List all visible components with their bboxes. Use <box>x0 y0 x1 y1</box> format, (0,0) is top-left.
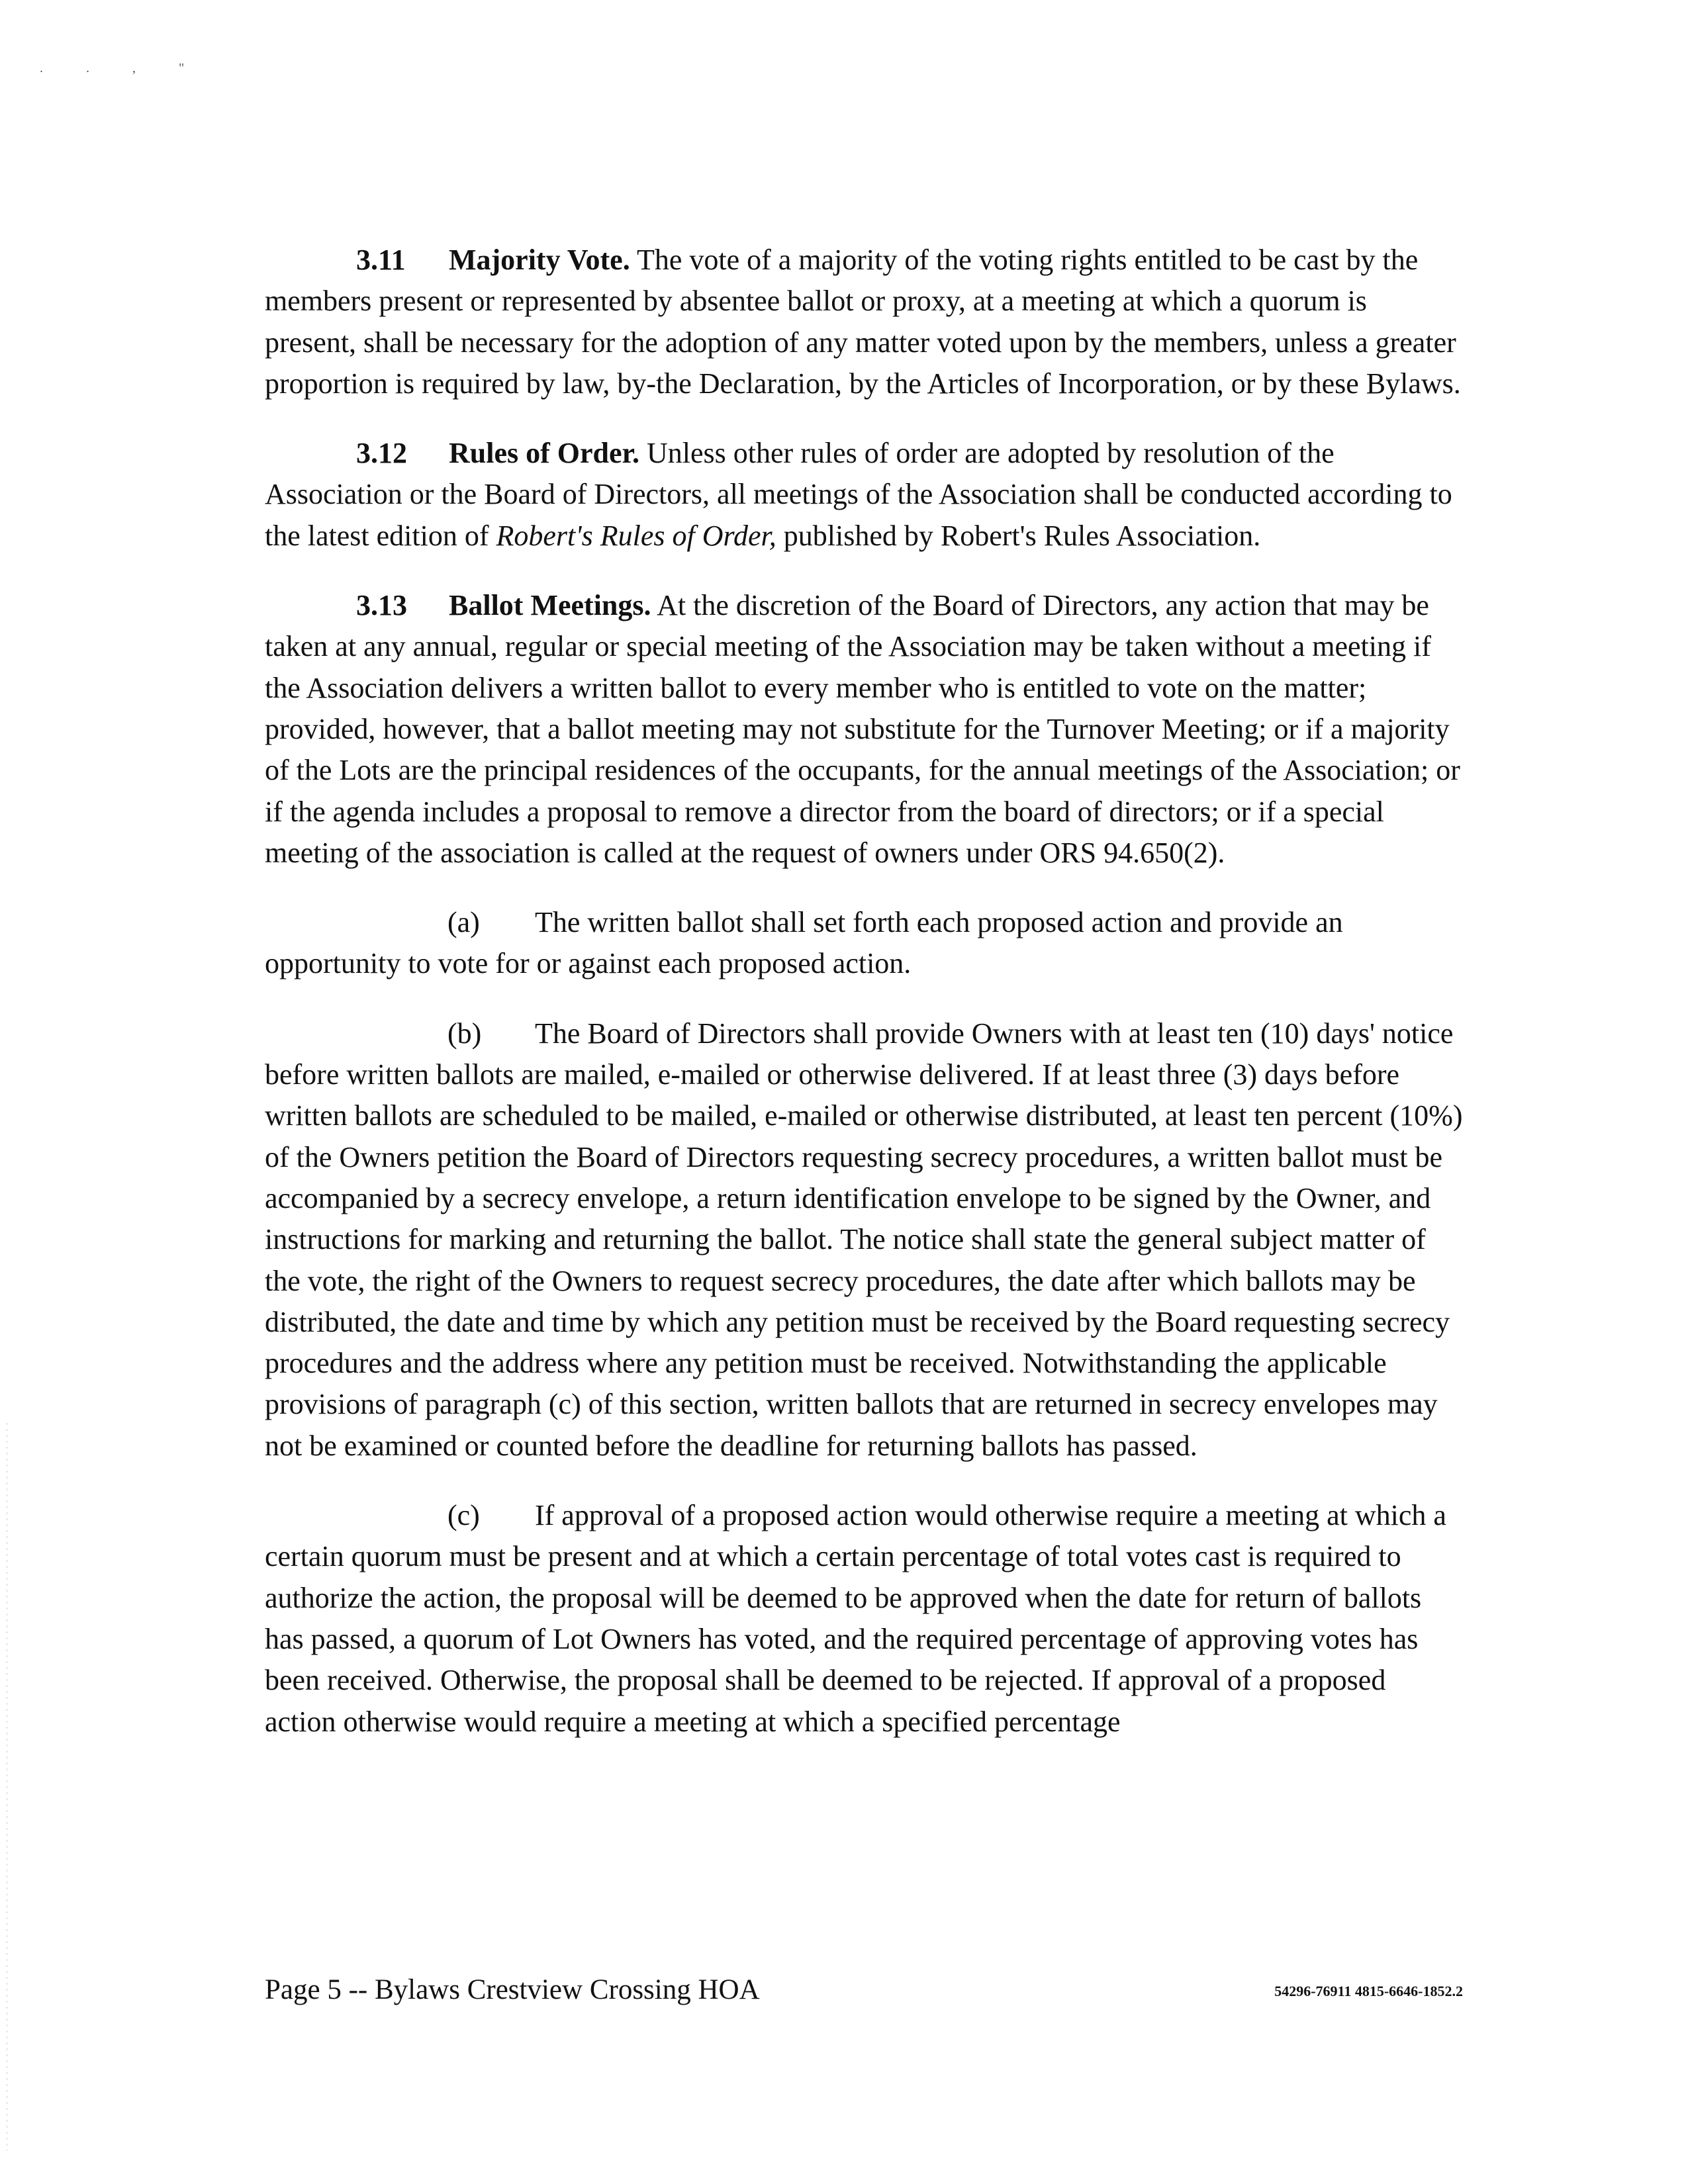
section-text: At the discretion of the Board of Directors, any action that may be taken at any annual, regular or special meeting of the Association may be taken without a meeting if the Association delivers a written ballot to every member who is entitled to vote on the matter; provided, however, that a ballot meeting may not substitute for the Turnover Meeting; or if a majority of the Lots are the principal residences of the occupants, for the annual meetings of the Association; or if the agenda includes a proposal to remove a director from the board of directors; or if a special meeting of the association is called at the request of owners under ORS 94.650(2). <box>265 589 1460 869</box>
section-number: 3.13 <box>356 589 407 622</box>
subsection-a <box>265 902 1463 985</box>
scan-specks: . . , " <box>40 61 205 75</box>
subsection-text: If approval of a proposed action would otherwise require a meeting at which a certain quorum must be present and at which a certain percentage of total votes cast is required to authorize the action, the proposal will be deemed to be approved when the date for return of ballots has passed, a quorum of Lot Owners has voted, and the required percentage of approving votes has been received. Otherwise, the proposal shall be deemed to be rejected. If approval of a proposed action otherwise would require a meeting at which a specified percentage <box>265 1499 1446 1738</box>
subsection-label: (b) <box>447 1017 482 1050</box>
section-heading: Majority Vote. <box>449 244 630 276</box>
footer-page-label: Page 5 -- Bylaws Crestview Crossing HOA <box>265 1974 760 2005</box>
section-text-italic: Robert's Rules of Order, <box>496 519 776 552</box>
section-text: Unless other rules of order are adopted by resolution of the Association or the Board of Directors, all meetings of the Association shall be conducted according to the latest edition of <box>265 437 1452 552</box>
page-footer <box>265 1974 1463 2013</box>
section-heading: Rules of Order. <box>449 437 640 470</box>
subsection-label: (a) <box>447 906 480 939</box>
subsection-b <box>265 1013 1463 1467</box>
section-3-11 <box>265 240 1463 404</box>
subsection-c <box>265 1495 1463 1743</box>
footer-document-id: 54296-76911 4815-6646-1852.2 <box>1274 1983 1463 1999</box>
section-text: The vote of a majority of the voting rights entitled to be cast by the members present or represented by absentee ballot or proxy, at a meeting at which a quorum is present, shall be necessary for the adoption of any matter voted upon by the members, unless a greater proportion is required by law, by-the Declaration, by the Articles of Incorporation, or by these Bylaws. <box>265 244 1461 400</box>
section-number: 3.12 <box>356 437 407 470</box>
subsection-text: The written ballot shall set forth each proposed action and provide an opportunity to vote for or against each proposed action. <box>265 906 1343 980</box>
section-heading: Ballot Meetings. <box>449 589 651 622</box>
section-number: 3.11 <box>356 244 406 276</box>
subsection-text: The Board of Directors shall provide Owners with at least ten (10) days' notice before written ballots are mailed, e-mailed or otherwise delivered. If at least three (3) days before written ballots are scheduled to be mailed, e-mailed or otherwise distributed, at least ten percent (10%) of the Owners petition the Board of Directors requesting secrecy procedures, a written ballot must be accompanied by a secrecy envelope, a return identification envelope to be signed by the Owner, and instructions for marking and returning the ballot. The notice shall state the general subject matter of the vote, the right of the Owners to request secrecy procedures, the date after which ballots may be distributed, the date and time by which any petition must be received by the Board requesting secrecy procedures and the address where any petition must be received. Notwithstanding the applicable provisions of paragraph (c) of this section, written ballots that are returned in secrecy envelopes may not be examined or counted before the deadline for returning ballots has passed. <box>265 1017 1463 1462</box>
section-3-12 <box>265 433 1463 557</box>
section-text: published by Robert's Rules Association. <box>783 519 1261 552</box>
document-body <box>265 240 1463 1771</box>
section-3-13 <box>265 585 1463 874</box>
subsection-label: (c) <box>447 1499 480 1532</box>
